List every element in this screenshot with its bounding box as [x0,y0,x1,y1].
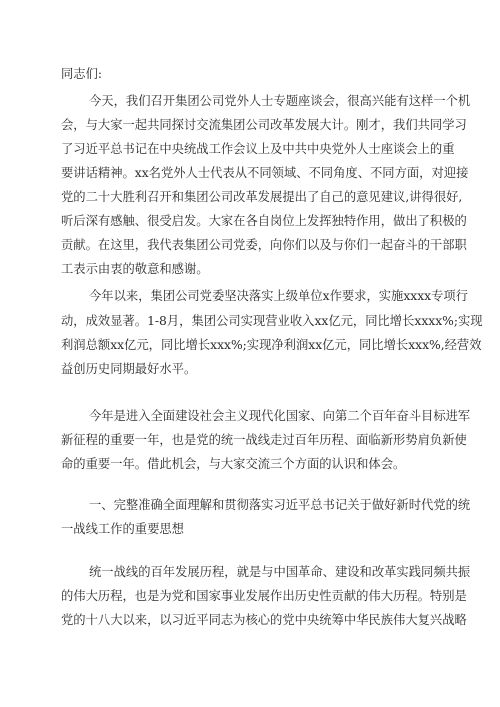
paragraph-1-line: 今天，我们召开集团公司党外人士专题座谈会，很高兴能有这样一个机 [89,94,471,108]
paragraph-1-line: 会，与大家一起共同探讨交流集团公司改革发展大计。刚才，我们共同学习 [61,118,467,132]
paragraph-4-line: 的伟大历程，也是为党和国家事业发展作出历史性贡献的伟大历程。特别是 [61,589,467,603]
greeting: 同志们: [61,67,103,81]
paragraph-1-line: 了习近平总书记在中央统战工作会议上及中共中央党外人士座谈会上的重 [61,142,455,156]
paragraph-4-line: 党的十八大以来，以习近平同志为核心的党中央统筹中华民族伟大复兴战略 [61,613,467,627]
paragraph-3-line: 新征程的重要一年，也是党的统一战线走过百年历程、面临新形势肩负新使 [61,433,467,447]
section-heading-line: 一、完整准确全面理解和贯彻落实习近平总书记关于做好新时代党的统 [89,498,471,512]
paragraph-1-line: 党的二十大胜利召开和集团公司改革发展提出了自己的意见建议,讲得很好, [61,190,463,204]
paragraph-2-line: 今年以来，集团公司党委坚决落实上级单位x作要求，实施xxxx专项行 [89,289,468,303]
section-heading-line: 一战线工作的重要思想 [61,522,184,536]
paragraph-1-line: 贡献。在这里，我代表集团公司党委，向你们以及与你们一起奋斗的干部职 [61,238,467,252]
paragraph-2-line: 动，成效显著。1-8月，集团公司实现营业收入xx亿元，同比增长xxxx%;实现 [61,314,483,328]
paragraph-3-line: 命的重要一年。借此机会，与大家交流三个方面的认识和体会。 [61,457,406,471]
paragraph-2-line: 利润总额xx亿元，同比增长xxx%;实现净利润xx亿元，同比增长xxx%,经营效 [61,338,482,352]
paragraph-1-line: 要讲话精神。xx名党外人士代表从不同领域、不同角度、不同方面，对迎接 [61,166,469,180]
paragraph-1-line: 工表示由衷的敬意和感谢。 [61,262,209,276]
paragraph-3-line: 今年是进入全面建设社会主义现代化国家、向第二个百年奋斗目标进军 [89,409,471,423]
paragraph-2-line: 益创历史同期最好水平。 [61,362,197,376]
paragraph-4-line: 统一战线的百年发展历程，就是与中国革命、建设和改革实践同频共振 [89,565,471,579]
paragraph-1-line: 听后深有感触、很受启发。大家在各自岗位上发挥独特作用，做出了积极的 [61,214,467,228]
